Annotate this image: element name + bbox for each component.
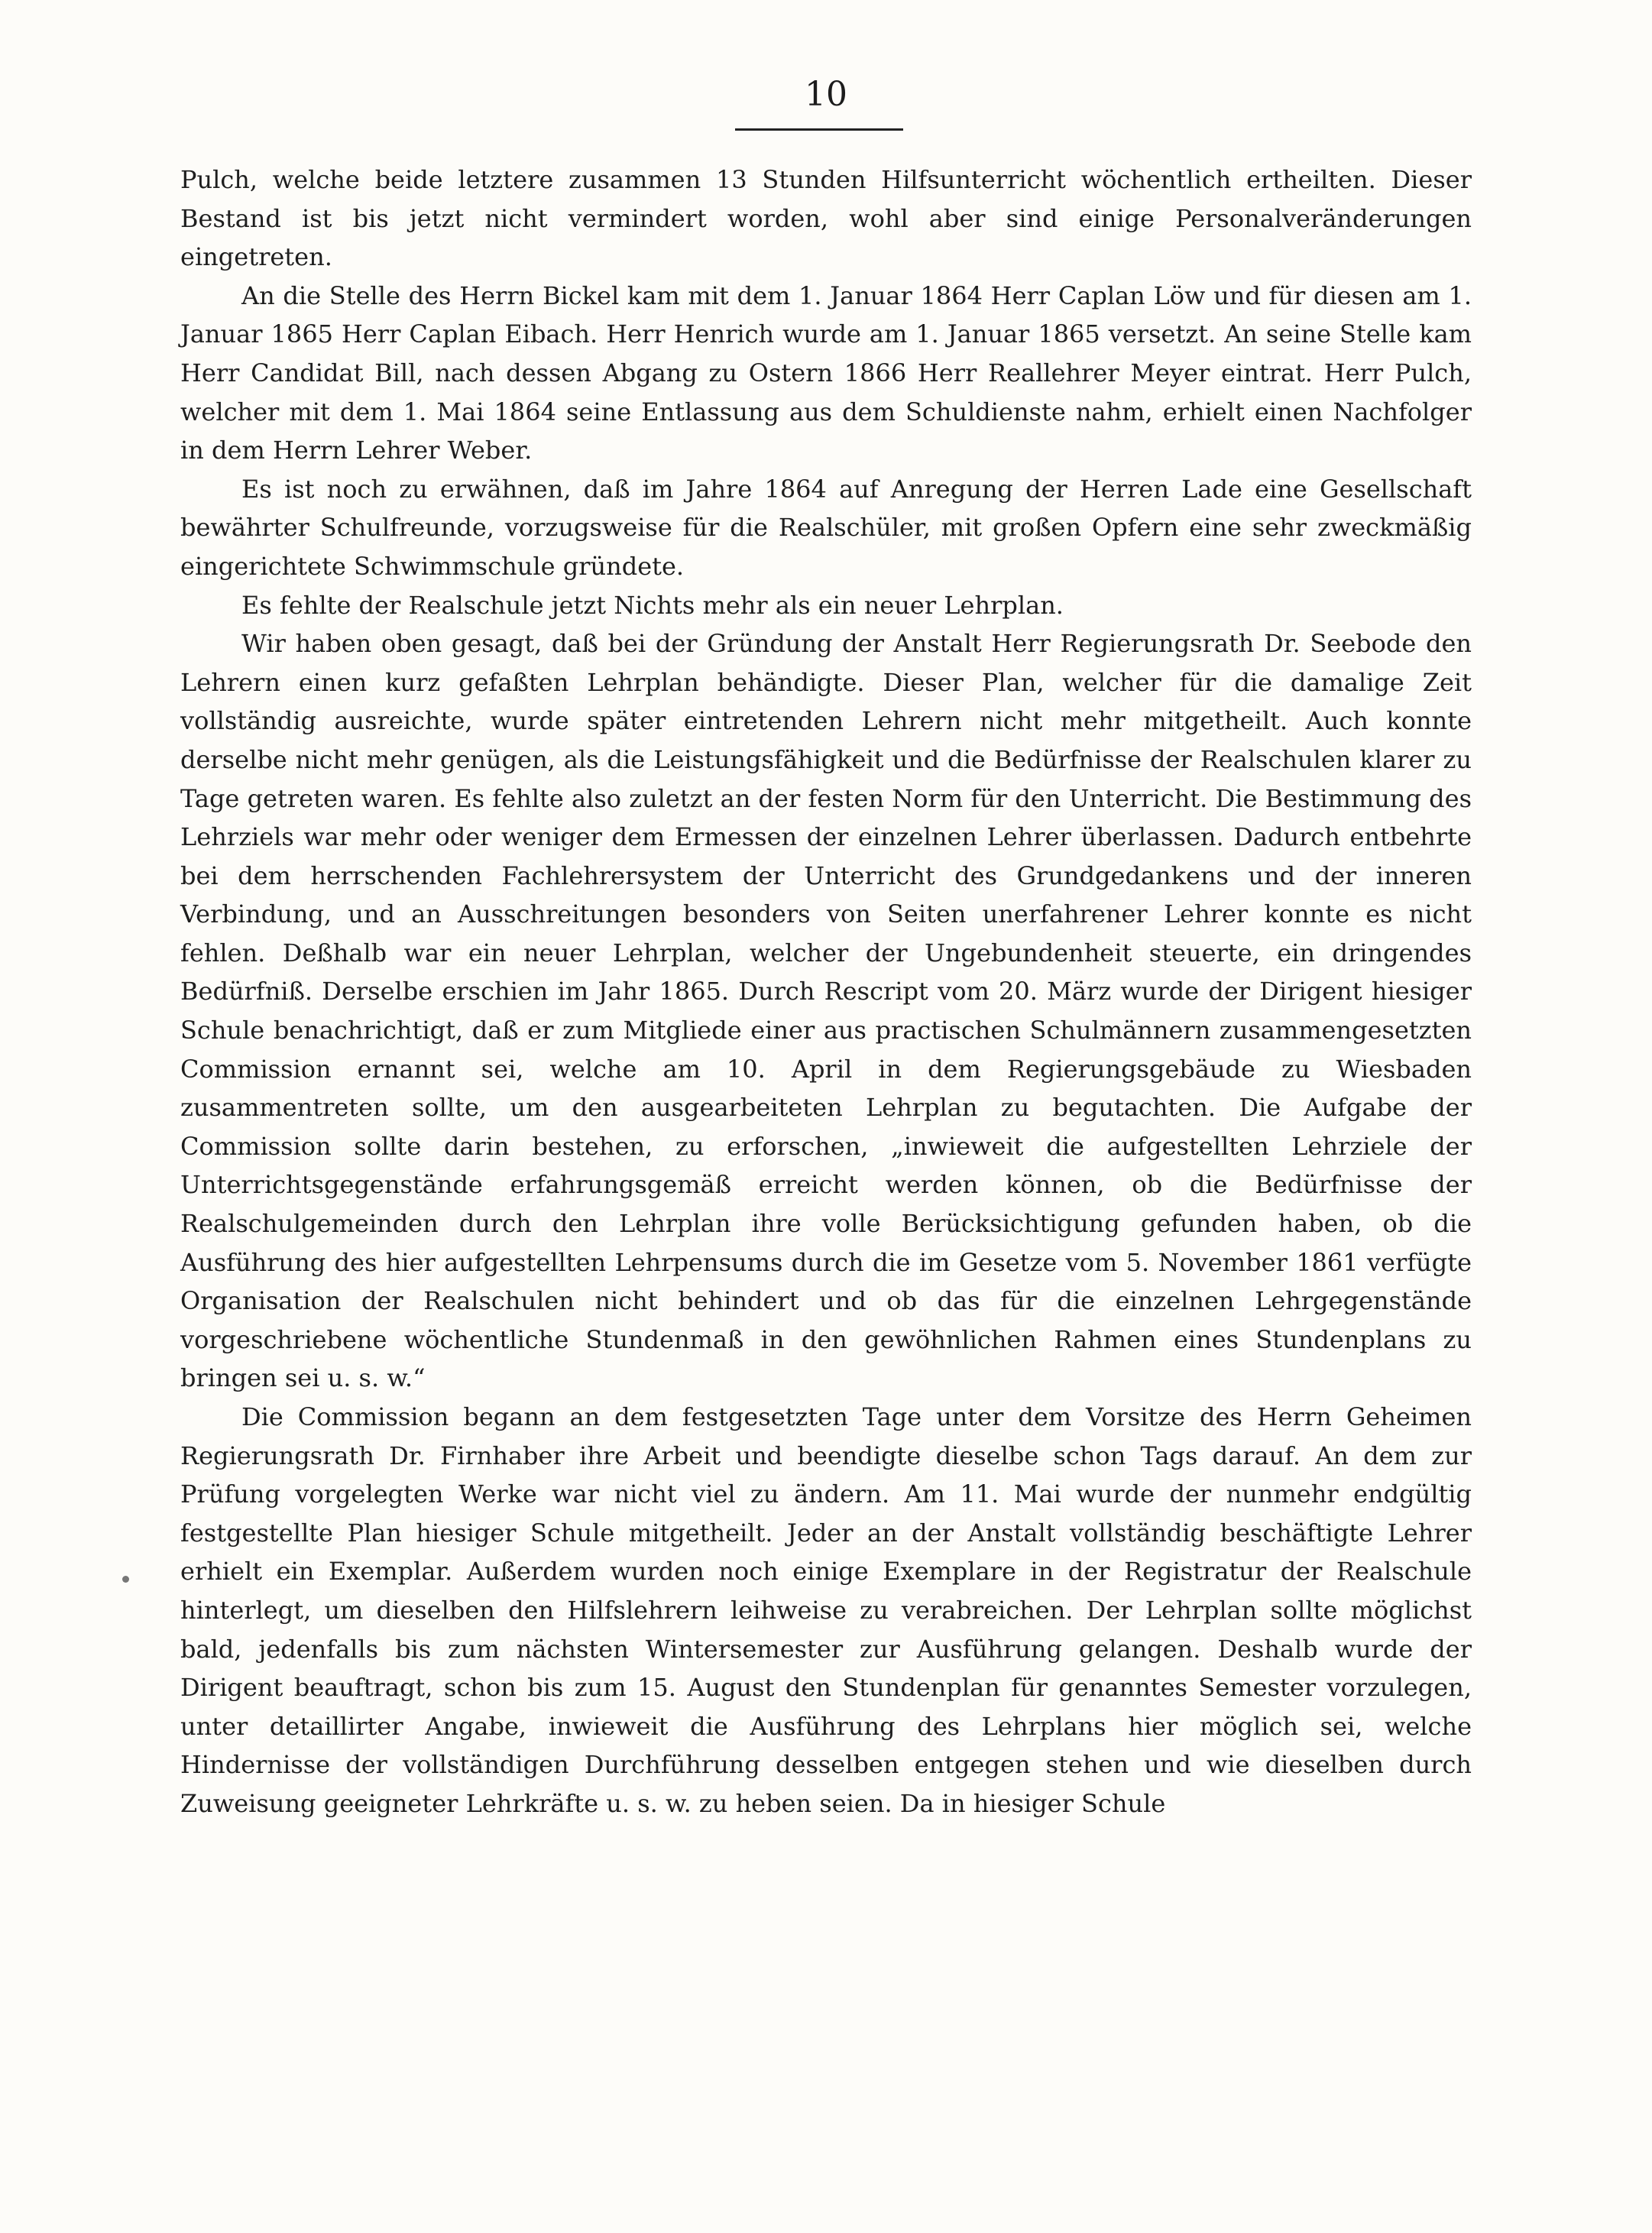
body-text: [180, 160, 1472, 1823]
ink-speck: [122, 1576, 129, 1583]
paragraph-personnel-changes: An die Stelle des Herrn Bickel kam mit dem 1. Januar 1864 Herr Caplan Löw und für diesen am 1. Januar 1865 Herr Caplan Eibach. Herr Henrich wurde am 1. Januar 1865 versetzt. An seine Stelle kam Herr Candidat Bill, nach dessen Abgang zu Ostern 1866 Herr Reallehrer Meyer eintrat. Herr Pulch, welcher mit dem 1. Mai 1864 seine Entlassung aus dem Schuldienste nahm, erhielt einen Nachfolger in dem Herrn Lehrer Weber.: [180, 280, 1472, 465]
page-number-rule: [735, 128, 903, 131]
paragraph-curriculum-history: Wir haben oben gesagt, daß bei der Gründung der Anstalt Herr Regierungsrath Dr. Seebode den Lehrern einen kurz gefaßten Lehrplan behändigte. Dieser Plan, welcher für die damalige Zeit vollständig ausreichte, wurde später eintretenden Lehrern nicht mehr mitgetheilt. Auch konnte derselbe nicht mehr genügen, als die Leistungsfähigkeit und die Bedürfnisse der Realschulen klarer zu Tage getreten waren. Es fehlte also zuletzt an der festen Norm für den Unterricht. Die Bestimmung des Lehrziels war mehr oder weniger dem Ermessen der einzelnen Lehrer überlassen. Dadurch entbehrte bei dem herrschenden Fachlehrersystem der Unterricht des Grundgedankens und der inneren Verbindung, und an Ausschreitungen besonders von Seiten unerfahrener Lehrer konnte es nicht fehlen. Deßhalb war ein neuer Lehrplan, welcher der Ungebundenheit steuerte, ein dringendes Bedürfniß. Derselbe erschien im Jahr 1865. Durch Rescript vom 20. März wurde der Dirigent hiesiger Schule benachrichtigt, daß er zum Mitgliede einer aus practischen Schulmännern zusammengesetzten Commission ernannt sei, welche am 10. April in dem Regierungsgebäude zu Wiesbaden zusammentreten sollte, um den ausgearbeiteten Lehrplan zu begutachten. Die Aufgabe der Commission sollte darin bestehen, zu erforschen, „inwieweit die aufgestellten Lehrziele der Unterrichtsgegenstände erfahrungsgemäß erreicht werden können, ob die Bedürfnisse der Realschulgemeinden durch den Lehrplan ihre volle Berücksichtigung gefunden haben, ob die Ausführung des hier aufgestellten Lehrpensums durch die im Gesetze vom 5. November 1861 verfügte Organisation der Realschulen nicht behindert und ob das für die einzelnen Lehrgegenstände vorgeschriebene wöchentliche Stundenmaß in den gewöhnlichen Rahmen eines Stundenplans zu bringen sei u. s. w.“: [180, 629, 1472, 1393]
paragraph-commission-work: Die Commission begann an dem festgesetzten Tage unter dem Vorsitze des Herrn Geheimen Regierungsrath Dr. Firnhaber ihre Arbeit und beendigte dieselbe schon Tags darauf. An dem zur Prüfung vorgelegten Werke war nicht viel zu ändern. Am 11. Mai wurde der nunmehr endgültig festgestellte Plan hiesiger Schule mitgetheilt. Jeder an der Anstalt vollständig beschäftigte Lehrer erhielt ein Exemplar. Außerdem wurden noch einige Exemplare in der Registratur der Realschule hinterlegt, um dieselben den Hilfslehrern leihweise zu verabreichen. Der Lehrplan sollte möglichst bald, jedenfalls bis zum nächsten Wintersemester zur Ausführung gelangen. Deshalb wurde der Dirigent beauftragt, schon bis zum 15. August den Stundenplan für genanntes Semester vorzulegen, unter detaillirter Angabe, inwieweit die Ausführung des Lehrplans hier möglich sei, welche Hindernisse der vollständigen Durchführung desselben entgegen stehen und wie dieselben durch Zuweisung geeigneter Lehrkräfte u. s. w. zu heben seien. Da in hiesiger Schule: [180, 1402, 1472, 1818]
paragraph-swimming-school: Es ist noch zu erwähnen, daß im Jahre 1864 auf Anregung der Herren Lade eine Gesellschaft bewährter Schulfreunde, vorzugsweise für die Realschüler, mit großen Opfern eine sehr zweckmäßig eingerichtete Schwimmschule gründete.: [180, 474, 1472, 581]
paragraph-new-curriculum-needed: Es fehlte der Realschule jetzt Nichts mehr als ein neuer Lehrplan.: [241, 590, 1064, 620]
paragraph-staff-continuation: Pulch, welche beide letztere zusammen 13 Stunden Hilfsunterricht wöchentlich ertheilten. Dieser Bestand ist bis jetzt nicht vermindert worden, wohl aber sind einige Personalveränderungen eingetreten.: [180, 165, 1472, 272]
page-number: 10: [805, 75, 847, 114]
